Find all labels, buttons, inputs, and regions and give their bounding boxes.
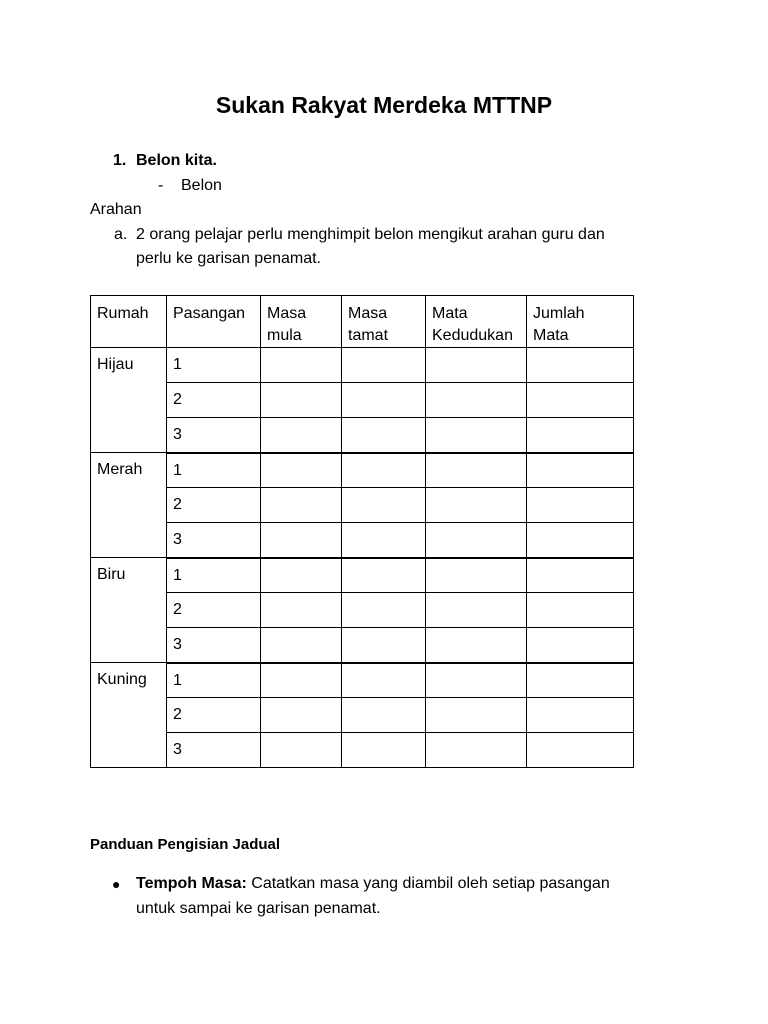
pair-cell: 1 [167,453,261,488]
pair-cell: 2 [167,593,261,628]
jumlah-mata-cell[interactable] [527,488,634,523]
list-item-title: Belon kita. [136,152,217,169]
jumlah-mata-cell[interactable] [527,698,634,733]
guide-item-text: Catatkan masa yang diambil oleh setiap pasangan [246,875,610,892]
pair-cell: 3 [167,628,261,663]
table-row [91,663,634,698]
mata-kedudukan-cell[interactable] [426,733,527,768]
masa-tamat-cell[interactable] [342,383,426,418]
pair-cell: 2 [167,383,261,418]
pair-cell: 2 [167,698,261,733]
masa-tamat-cell[interactable] [342,733,426,768]
header-masa-mula-line-1: Masa [267,305,307,322]
table-row [91,733,634,768]
pair-cell: 3 [167,418,261,453]
house-cell-merah: Merah [91,453,167,558]
masa-mula-cell[interactable] [261,698,342,733]
masa-mula-cell[interactable] [261,383,342,418]
mata-kedudukan-cell[interactable] [426,558,527,593]
guide-item-line-1 [136,874,610,894]
mata-kedudukan-cell[interactable] [426,488,527,523]
house-cell-kuning: Kuning [91,663,167,768]
masa-tamat-cell[interactable] [342,488,426,523]
masa-tamat-cell[interactable] [342,348,426,383]
table-row [91,628,634,663]
mata-kedudukan-cell[interactable] [426,523,527,558]
jumlah-mata-cell[interactable] [527,383,634,418]
header-mata-kedudukan-line-2: Kedudukan [432,327,513,344]
header-pasangan [167,296,261,348]
guide-item-label: Tempoh Masa: [136,875,247,892]
table-row [91,383,634,418]
masa-mula-cell[interactable] [261,593,342,628]
table-row [91,593,634,628]
masa-tamat-cell[interactable] [342,523,426,558]
guide-heading: Panduan Pengisian Jadual [90,836,281,853]
header-jumlah-mata-line-2: Mata [533,327,569,344]
sub-list-dash: - [158,177,164,194]
masa-mula-cell[interactable] [261,558,342,593]
mata-kedudukan-cell[interactable] [426,453,527,488]
masa-mula-cell[interactable] [261,488,342,523]
table-row [91,558,634,593]
jumlah-mata-cell[interactable] [527,593,634,628]
table-row [91,348,634,383]
masa-mula-cell[interactable] [261,453,342,488]
masa-mula-cell[interactable] [261,348,342,383]
masa-mula-cell[interactable] [261,418,342,453]
masa-tamat-cell[interactable] [342,698,426,733]
jumlah-mata-cell[interactable] [527,453,634,488]
jumlah-mata-cell[interactable] [527,733,634,768]
masa-tamat-cell[interactable] [342,558,426,593]
jumlah-mata-cell[interactable] [527,558,634,593]
masa-tamat-cell[interactable] [342,628,426,663]
jumlah-mata-cell[interactable] [527,523,634,558]
mata-kedudukan-cell[interactable] [426,348,527,383]
mata-kedudukan-cell[interactable] [426,418,527,453]
header-masa-mula-line-2: mula [267,327,302,344]
pair-cell: 3 [167,523,261,558]
header-masa-mula [261,296,342,348]
masa-tamat-cell[interactable] [342,663,426,698]
guide-item-line-2: untuk sampai ke garisan penamat. [136,900,381,917]
mata-kedudukan-cell[interactable] [426,628,527,663]
score-table [90,295,634,768]
table-row [91,488,634,523]
masa-tamat-cell[interactable] [342,593,426,628]
table-row [91,418,634,453]
header-rumah-label: Rumah [97,305,149,322]
pair-cell: 1 [167,348,261,383]
header-masa-tamat [342,296,426,348]
header-rumah [91,296,167,348]
instructions-label: Arahan [90,201,142,218]
masa-mula-cell[interactable] [261,733,342,768]
table-row [91,453,634,488]
bullet-icon: ● [112,876,121,892]
house-cell-hijau: Hijau [91,348,167,453]
pair-cell: 1 [167,663,261,698]
sub-list-item: Belon [181,177,222,194]
masa-mula-cell[interactable] [261,523,342,558]
table-row [91,523,634,558]
pair-cell: 1 [167,558,261,593]
jumlah-mata-cell[interactable] [527,418,634,453]
list-number: 1. [113,152,127,169]
house-cell-biru: Biru [91,558,167,663]
table-row [91,698,634,733]
jumlah-mata-cell[interactable] [527,628,634,663]
header-masa-tamat-line-2: tamat [348,327,389,344]
pair-cell: 3 [167,733,261,768]
masa-mula-cell[interactable] [261,663,342,698]
header-mata-kedudukan-line-1: Mata [432,305,468,322]
header-jumlah-mata [527,296,634,348]
instruction-text-line-2: perlu ke garisan penamat. [136,250,321,267]
mata-kedudukan-cell[interactable] [426,383,527,418]
mata-kedudukan-cell[interactable] [426,698,527,733]
header-masa-tamat-line-1: Masa [348,305,388,322]
mata-kedudukan-cell[interactable] [426,663,527,698]
mata-kedudukan-cell[interactable] [426,593,527,628]
instruction-marker: a. [114,226,128,243]
masa-mula-cell[interactable] [261,628,342,663]
masa-tamat-cell[interactable] [342,453,426,488]
header-mata-kedudukan [426,296,527,348]
instruction-text-line-1: 2 orang pelajar perlu menghimpit belon mengikut arahan guru dan [136,226,605,243]
document-title: Sukan Rakyat Merdeka MTTNP [215,92,553,118]
jumlah-mata-cell[interactable] [527,348,634,383]
jumlah-mata-cell[interactable] [527,663,634,698]
header-jumlah-mata-line-1: Jumlah [533,305,585,322]
masa-tamat-cell[interactable] [342,418,426,453]
pair-cell: 2 [167,488,261,523]
header-pasangan-label: Pasangan [173,305,246,322]
table-header-row [91,296,634,348]
